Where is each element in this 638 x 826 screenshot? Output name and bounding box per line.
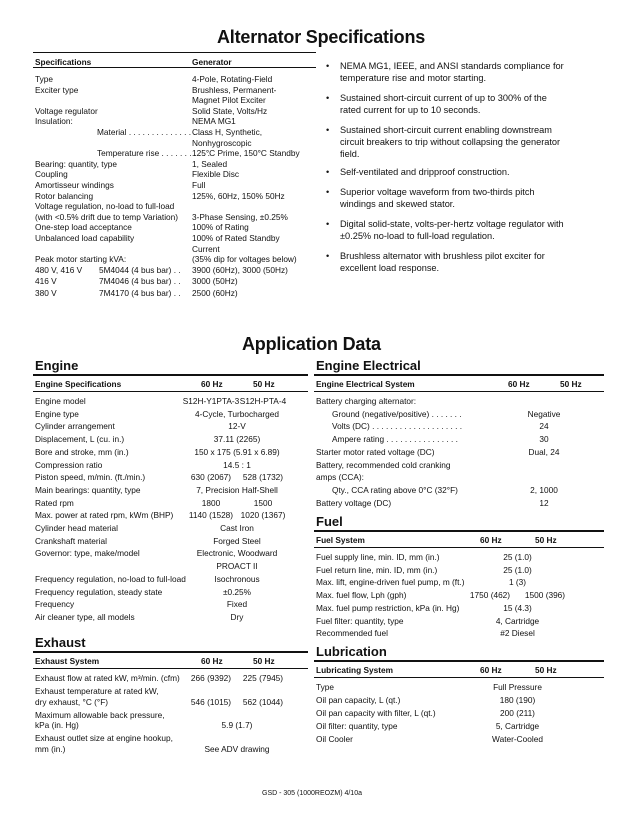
row-value-both: 150 x 175 (5.91 x 6.89): [194, 446, 280, 457]
row-value-50hz: 1020 (1367): [240, 510, 286, 521]
row-value-both: PROACT II: [216, 561, 258, 572]
table-row: [35, 421, 310, 432]
row-value-both: 180 (190): [499, 694, 536, 705]
alt-spec-row: [35, 95, 318, 106]
table-row: [316, 447, 606, 458]
row-value-both: Forged Steel: [213, 535, 261, 546]
electrical-top-rule: [314, 374, 604, 376]
alt-spec-value: Brushless, Permanent-: [192, 84, 277, 95]
alt-spec-value: 100% of Rating: [192, 222, 249, 233]
row-label: Ampere rating . . . . . . . . . . . . . . . .: [332, 434, 458, 445]
row-value-50hz: 1500: [253, 497, 273, 508]
feature-line: windings and skewed stator.: [340, 199, 455, 209]
exhaust-section-title: Exhaust: [35, 635, 86, 650]
row-value-both: 25 (1.0): [503, 552, 532, 562]
alt-spec-row: [35, 169, 318, 180]
row-value-both: Negative: [527, 408, 561, 419]
row-value-both: Electronic, Woodward: [196, 548, 278, 559]
row-label: Cylinder head material: [35, 523, 119, 533]
row-value-60hz: S12H-Y1PTA-3: [182, 396, 240, 406]
alt-spec-row: [35, 159, 318, 170]
alt-spec-value: Nonhygroscopic: [192, 137, 252, 148]
alternator-title: Alternator Specifications: [217, 27, 426, 47]
table-row: [35, 599, 310, 610]
row-label: Frequency regulation, steady state: [35, 586, 163, 597]
alt-spec-value: Class H, Synthetic,: [192, 127, 263, 137]
alt-motor-row: [35, 265, 318, 276]
row-value-60hz: 266 (9392): [190, 673, 232, 683]
row-label: Volts (DC) . . . . . . . . . . . . . . . . . . . .: [332, 421, 463, 432]
feature-line: circuit breakers to trip without collapsing the generator: [340, 137, 561, 147]
row-label: Compression ratio: [35, 459, 103, 470]
table-row: [316, 708, 606, 719]
table-row: [35, 574, 310, 585]
table-row: [35, 523, 310, 534]
row-value-both: Full Pressure: [493, 682, 542, 692]
alt-spec-label: (with <0.5% drift due to temp Variation): [35, 211, 179, 222]
row-value-both: 5.9 (1.7): [221, 720, 253, 731]
row-label: Air cleaner type, all models: [35, 611, 135, 622]
row-label: Displacement, L (cu. in.): [35, 434, 125, 445]
row-value-both: 2, 1000: [530, 484, 558, 495]
row-label: Ground (negative/positive) . . . . . . .: [332, 408, 462, 419]
row-label: Frequency: [35, 599, 75, 610]
application-data-title: Application Data: [242, 334, 381, 354]
lubrication-top-rule: [314, 660, 604, 662]
alt-spec-label: Voltage regulation, no-load to full-load: [35, 201, 175, 212]
row-value-60hz: 546 (1015): [190, 696, 232, 707]
table-row: [35, 686, 310, 707]
bullet-dot-icon: •: [326, 219, 330, 229]
motor-model: 5M4044 (4 bus bar) . .: [99, 264, 181, 275]
alt-spec-label: Insulation:: [35, 116, 73, 127]
table-header-60hz: 60 Hz: [201, 656, 223, 666]
table-row: [35, 536, 310, 547]
alt-header-generator: Generator: [192, 57, 232, 67]
row-label: Exhaust outlet size at engine hookup,: [35, 733, 173, 744]
table-row: [316, 409, 606, 420]
feature-text: [340, 218, 598, 242]
table-row: [316, 552, 606, 563]
row-label: Governor: type, make/model: [35, 548, 140, 559]
alt-spec-label: Type: [35, 74, 53, 84]
row-label: Fuel filter: quantity, type: [316, 615, 404, 626]
feature-bullet: [326, 218, 606, 242]
alt-spec-value: (35% dip for voltages below): [192, 254, 297, 265]
table-header-60hz: 60 Hz: [480, 535, 502, 545]
alt-spec-value: Solid State, Volts/Hz: [192, 105, 268, 116]
alt-spec-label: Unbalanced load capability: [35, 233, 135, 243]
row-value-50hz: 528 (1732): [242, 472, 284, 483]
table-row: [316, 603, 606, 614]
table-header-50hz: 50 Hz: [535, 665, 557, 675]
table-row: [316, 565, 606, 576]
row-value-60hz: 1800: [201, 497, 221, 508]
table-row: [316, 485, 606, 496]
motor-starting-kva: 3900 (60Hz), 3000 (50Hz): [192, 264, 288, 275]
row-label: Main bearings: quantity, type: [35, 484, 141, 495]
feature-line: rated current for up to 10 seconds.: [340, 105, 481, 115]
row-label: Cylinder arrangement: [35, 421, 115, 432]
alt-spec-label: Exciter type: [35, 84, 79, 95]
row-label: Battery voltage (DC): [316, 497, 392, 508]
table-row: [35, 460, 310, 471]
row-value-both: 4-Cycle, Turbocharged: [195, 408, 279, 419]
table-header-rule: [314, 677, 604, 678]
row-value-50hz: 1500 (396): [524, 590, 566, 601]
bullet-dot-icon: •: [326, 61, 330, 71]
table-row: [316, 616, 606, 627]
row-value-both: See ADV drawing: [204, 743, 270, 754]
alt-spec-label: Rotor balancing: [35, 190, 94, 201]
alt-spec-row: [35, 201, 318, 212]
alt-spec-row: [35, 106, 318, 117]
alt-spec-row: [35, 127, 318, 138]
alt-spec-row: [35, 180, 318, 191]
row-label: Fuel supply line, min. ID, mm (in.): [316, 552, 440, 562]
alt-top-rule: [33, 52, 316, 53]
table-row: [316, 460, 606, 471]
row-label: Oil filter: quantity, type: [316, 720, 398, 731]
row-label: Max. fuel flow, Lph (gph): [316, 590, 407, 601]
row-value-both: #2 Diesel: [500, 628, 535, 639]
feature-line: Sustained short-circuit current enabling downstream: [340, 125, 552, 135]
row-label: Battery, recommended cold cranking: [316, 459, 451, 470]
row-label: Max. power at rated rpm, kWm (BHP): [35, 510, 174, 521]
table-header-rule: [314, 391, 604, 392]
table-row: [316, 421, 606, 432]
row-label: Crankshaft material: [35, 535, 107, 546]
table-row: [316, 721, 606, 732]
row-label: Battery charging alternator:: [316, 396, 417, 406]
feature-text: [340, 92, 598, 116]
alt-spec-label: Material . . . . . . . . . . . . . . . . . .: [97, 127, 210, 137]
alt-header-spec: Specifications: [35, 57, 92, 67]
row-label: Maximum allowable back pressure,: [35, 709, 165, 720]
row-label: Engine model: [35, 396, 86, 406]
table-header-label: Exhaust System: [35, 656, 100, 666]
table-row: [35, 498, 310, 509]
alt-spec-row: [35, 233, 318, 244]
table-row: [35, 587, 310, 598]
exhaust-top-rule: [33, 651, 308, 653]
table-header-50hz: 50 Hz: [253, 379, 275, 389]
table-header-label: Fuel System: [316, 535, 365, 545]
feature-text: [340, 124, 598, 160]
bullet-dot-icon: •: [326, 167, 330, 177]
feature-line: Sustained short-circuit current of up to 300% of the: [340, 93, 547, 103]
row-value-50hz: 225 (7945): [242, 673, 284, 683]
row-label: Bore and stroke, mm (in.): [35, 446, 129, 457]
row-label: Qty., CCA rating above 0°C (32°F): [332, 484, 458, 495]
table-row: [35, 409, 310, 420]
table-row: [316, 498, 606, 509]
row-label: Exhaust flow at rated kW, m³/min. (cfm): [35, 673, 180, 683]
row-label: Fuel return line, min. ID, mm (in.): [316, 564, 438, 575]
engine-top-rule: [33, 374, 308, 376]
row-label-cont: kPa (in. Hg): [35, 720, 79, 731]
table-header-rule: [33, 668, 308, 669]
row-value-60hz: 630 (2067): [190, 472, 232, 483]
table-header-60hz: 60 Hz: [201, 379, 223, 389]
table-row: [316, 396, 606, 407]
row-label: Exhaust temperature at rated kW,: [35, 686, 159, 697]
row-value-60hz: 1140 (1528): [188, 510, 234, 521]
alt-spec-row: [35, 212, 318, 223]
row-value-60hz: 1750 (462): [469, 590, 511, 601]
table-row: [35, 510, 310, 521]
feature-line: excellent load response.: [340, 263, 440, 273]
row-value-both: 14.5 : 1: [223, 459, 251, 470]
row-label-cont: mm (in.): [35, 743, 66, 754]
motor-voltage: 480 V, 416 V: [35, 264, 83, 275]
alt-spec-row: [35, 222, 318, 233]
fuel-top-rule: [314, 530, 604, 532]
table-row: [35, 548, 310, 559]
table-row: [316, 590, 606, 601]
row-label: Rated rpm: [35, 497, 74, 508]
alt-motor-row: [35, 288, 318, 299]
table-row: [316, 434, 606, 445]
page-footer: GSD - 305 (1000REOZM) 4/10a: [262, 790, 362, 797]
table-row: [316, 734, 606, 745]
alt-spec-row: [35, 85, 318, 96]
row-value-both: Dual, 24: [528, 446, 560, 457]
row-label: Oil pan capacity with filter, L (qt.): [316, 707, 436, 718]
bullet-dot-icon: •: [326, 251, 330, 261]
table-row: [35, 434, 310, 445]
alt-spec-label: Bearing: quantity, type: [35, 158, 117, 169]
feature-line: NEMA MG1, IEEE, and ANSI standards compliance for: [340, 61, 564, 71]
row-label: Engine type: [35, 408, 79, 419]
table-header-rule: [33, 391, 308, 392]
alt-spec-row: [35, 138, 318, 149]
motor-voltage: 380 V: [35, 288, 57, 298]
row-value-both: 7, Precision Half-Shell: [196, 484, 278, 495]
feature-bullet: [326, 92, 606, 116]
row-value-both: 37.11 (2265): [213, 434, 261, 445]
table-header-rule: [314, 547, 604, 548]
motor-model: 7M4170 (4 bus bar) . .: [99, 288, 181, 298]
row-value-both: Isochronous: [214, 573, 260, 584]
row-value-both: 1 (3): [508, 577, 527, 588]
alt-spec-row: [35, 244, 318, 255]
motor-voltage: 416 V: [35, 276, 57, 287]
row-value-both: 30: [539, 434, 549, 445]
table-row: [35, 485, 310, 496]
feature-line: Superior voltage waveform from two-thirds pitch: [340, 187, 535, 197]
alt-spec-row: [35, 191, 318, 202]
bullet-dot-icon: •: [326, 187, 330, 197]
alt-spec-value: Magnet Pilot Exciter: [192, 95, 266, 106]
alt-spec-label: Peak motor starting kVA:: [35, 254, 127, 265]
feature-line: temperature rise and motor starting.: [340, 73, 487, 83]
table-row: [35, 673, 310, 684]
alt-spec-label: Coupling: [35, 169, 68, 180]
alt-spec-value: 100% of Rated Standby: [192, 233, 280, 243]
row-value-both: 24: [539, 421, 549, 432]
alt-spec-label: Temperature rise . . . . . . . . . . .: [97, 148, 210, 159]
table-row: [35, 396, 310, 407]
feature-text: [340, 250, 598, 274]
table-row: [316, 628, 606, 639]
motor-model: 7M4046 (4 bus bar) . .: [99, 276, 181, 287]
row-label: Type: [316, 682, 334, 692]
table-row: [316, 472, 606, 483]
table-row: [35, 561, 310, 572]
feature-bullet: [326, 166, 606, 178]
table-header-label: Engine Specifications: [35, 379, 122, 389]
table-row: [35, 612, 310, 623]
row-label: Max. lift, engine-driven fuel pump, m (ft.): [316, 577, 465, 588]
alt-spec-value: 125%, 60Hz, 150% 50Hz: [192, 190, 285, 201]
fuel-section-title: Fuel: [316, 514, 343, 529]
alt-spec-row: [35, 148, 318, 159]
feature-line: ±0.25% no-load to full-load regulation.: [340, 231, 495, 241]
table-header-label: Lubricating System: [316, 665, 393, 675]
row-value-both: 5, Cartridge: [495, 720, 540, 731]
alt-spec-row: [35, 74, 318, 85]
alt-spec-value: 125°C Prime, 150°C Standby: [192, 148, 300, 159]
alt-header-rule: [33, 67, 316, 68]
row-label: Max. fuel pump restriction, kPa (in. Hg): [316, 602, 460, 613]
alt-spec-value: 1, Sealed: [192, 158, 228, 169]
table-row: [35, 472, 310, 483]
alt-spec-value: Flexible Disc: [192, 169, 240, 180]
feature-line: Self-ventilated and dripproof construction.: [340, 167, 510, 177]
table-header-60hz: 60 Hz: [480, 665, 502, 675]
bullet-dot-icon: •: [326, 93, 330, 103]
alt-spec-row: [35, 254, 318, 265]
row-value-both: 15 (4.3): [503, 602, 532, 613]
row-value-both: 12-V: [228, 421, 246, 432]
feature-line: field.: [340, 149, 360, 159]
table-header-50hz: 50 Hz: [535, 535, 557, 545]
table-header-50hz: 50 Hz: [253, 656, 275, 666]
feature-text: [340, 60, 598, 84]
alt-spec-row: [35, 116, 318, 127]
table-row: [35, 710, 310, 731]
row-value-both: Fixed: [226, 599, 248, 610]
row-label: Piston speed, m/min. (ft./min.): [35, 472, 146, 483]
feature-text: [340, 186, 598, 210]
row-label: Recommended fuel: [316, 628, 388, 639]
alt-spec-value: 4-Pole, Rotating-Field: [192, 74, 273, 84]
row-label: Starter motor rated voltage (DC): [316, 446, 435, 457]
engine-section-title: Engine: [35, 358, 79, 373]
feature-bullet: [326, 186, 606, 210]
row-label: amps (CCA):: [316, 472, 364, 483]
row-value-both: ±0.25%: [222, 586, 252, 597]
feature-bullet: [326, 250, 606, 274]
row-label: Frequency regulation, no-load to full-load: [35, 573, 186, 584]
row-value-both: 12: [539, 497, 549, 508]
alt-spec-label: Amortisseur windings: [35, 180, 114, 190]
alt-spec-label: One-step load acceptance: [35, 222, 132, 233]
row-label-cont: dry exhaust, °C (°F): [35, 696, 109, 707]
row-value-both: Water-Cooled: [492, 733, 543, 744]
lubrication-section-title: Lubrication: [316, 644, 387, 659]
alt-motor-row: [35, 276, 318, 287]
table-row: [316, 577, 606, 588]
alt-spec-value: NEMA MG1: [192, 116, 236, 127]
table-row: [316, 695, 606, 706]
table-row: [35, 733, 310, 754]
feature-line: Digital solid-state, volts-per-hertz voltage regulator with: [340, 219, 564, 229]
row-value-both: Cast Iron: [220, 523, 254, 533]
alt-spec-value: Full: [192, 180, 206, 190]
feature-line: Brushless alternator with brushless pilot exciter for: [340, 251, 545, 261]
row-label: Oil pan capacity, L (qt.): [316, 694, 401, 705]
table-header-label: Engine Electrical System: [316, 379, 415, 389]
row-value-both: 4, Cartridge: [495, 615, 540, 626]
feature-bullet: [326, 124, 606, 160]
alt-spec-label: Voltage regulator: [35, 105, 98, 116]
row-label: Oil Cooler: [316, 733, 353, 744]
alt-spec-value: 3-Phase Sensing, ±0.25%: [192, 211, 288, 222]
table-header-60hz: 60 Hz: [508, 379, 530, 389]
row-value-both: 25 (1.0): [503, 564, 532, 575]
row-value-50hz: S12H-PTA-4: [239, 396, 287, 406]
table-header-50hz: 50 Hz: [560, 379, 582, 389]
row-value-both: Dry: [230, 611, 244, 622]
bullet-dot-icon: •: [326, 125, 330, 135]
feature-text: [340, 166, 598, 178]
motor-starting-kva: 2500 (60Hz): [192, 288, 238, 298]
alt-spec-value: Current: [192, 243, 220, 254]
row-value-50hz: 562 (1044): [242, 696, 284, 707]
motor-starting-kva: 3000 (50Hz): [192, 276, 238, 287]
table-row: [35, 447, 310, 458]
feature-bullet: [326, 60, 606, 84]
row-value-both: 200 (211): [500, 707, 535, 718]
engine-electrical-section-title: Engine Electrical: [316, 358, 421, 373]
table-row: [316, 682, 606, 693]
